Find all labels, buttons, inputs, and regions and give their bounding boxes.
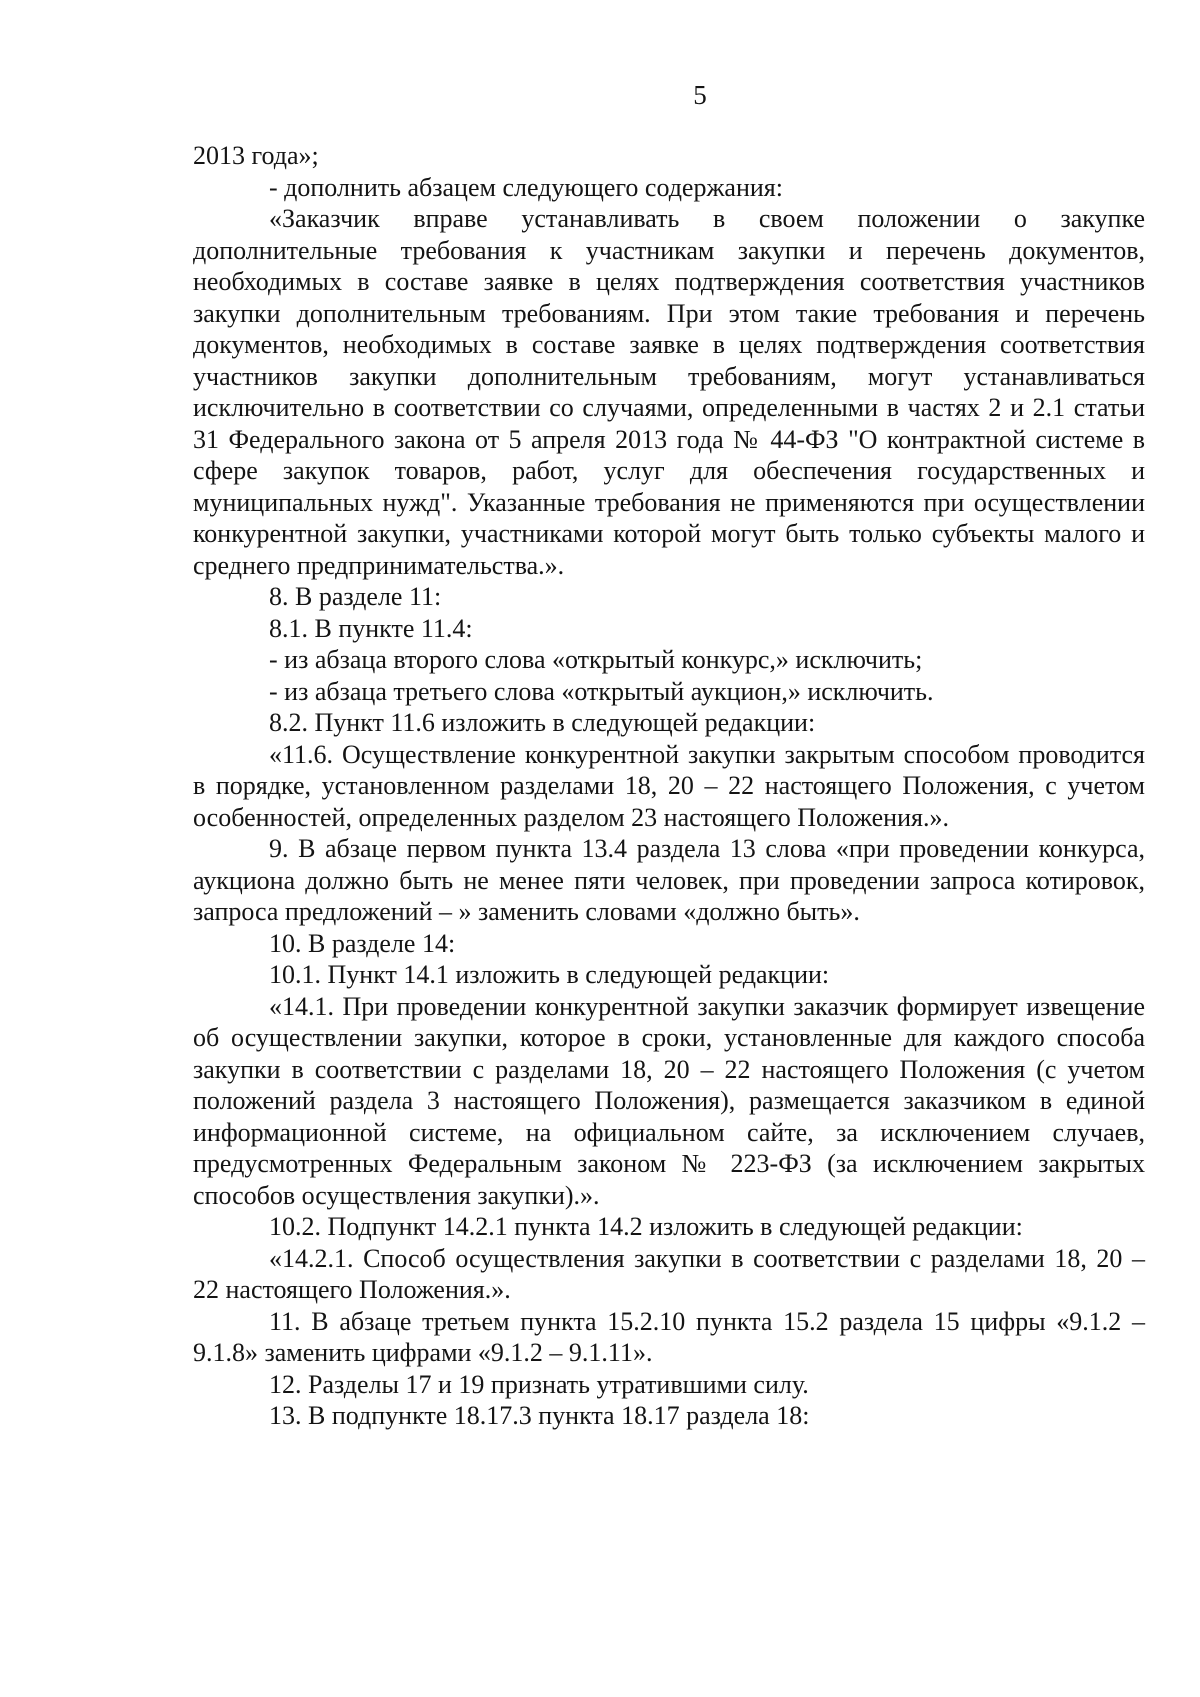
paragraph-3: «Заказчик вправе устанавливать в своем положении о закупке дополнительные требования к участникам закупки и перечень документов, необходимых в составе заявке в целях подтверждения соответствия участников закупки дополнительным требованиям. При этом такие требования и перечень документов, необходимых в составе заявке в целях подтверждения соответствия участников закупки дополнительным требованиям, могут устанавливаться исключительно в соответствии со случаями, определенными в частях 2 и 2.1 статьи 31 Федерального закона от 5 апреля 2013 года № 44-ФЗ "О контрактной системе в сфере закупок товаров, работ, услуг для обеспечения государственных и муниципальных нужд". Указанные требования не применяются при осуществлении конкурентной закупки, участниками которой могут быть только субъекты малого и среднего предпринимательства.». — [193, 204, 1145, 580]
paragraph-1: 2013 года»; — [193, 141, 319, 170]
paragraph-6: - из абзаца второго слова «открытый конкурс,» исключить; — [269, 645, 923, 674]
paragraph-8: 8.2. Пункт 11.6 изложить в следующей редакции: — [269, 708, 816, 737]
paragraph-11: 10. В разделе 14: — [269, 928, 456, 958]
paragraph-18: 13. В подпункте 18.17.3 пункта 18.17 раздела 18: — [269, 1401, 810, 1430]
paragraph-5: 8.1. В пункте 11.4: — [269, 613, 473, 643]
paragraph-17: 12. Разделы 17 и 19 признать утратившими силу. — [269, 1369, 809, 1399]
paragraph-4: 8. В разделе 11: — [269, 582, 442, 611]
paragraph-2: - дополнить абзацем следующего содержания: — [269, 172, 783, 202]
paragraph-7: - из абзаца третьего слова «открытый аукцион,» исключить. — [269, 676, 934, 706]
paragraph-15: «14.2.1. Способ осуществления закупки в соответствии с разделами 18, 20 – 22 настоящего Положения.». — [193, 1243, 1145, 1304]
paragraph-10: 9. В абзаце первом пункта 13.4 раздела 13 слова «при проведении конкурса, аукциона должно быть не менее пяти человек, при проведении запроса котировок, запроса предложений – » заменить словами «должно быть». — [193, 834, 1145, 926]
document-body — [193, 140, 1145, 1432]
paragraph-14: 10.2. Подпункт 14.2.1 пункта 14.2 изложить в следующей редакции: — [269, 1212, 1023, 1241]
paragraph-12: 10.1. Пункт 14.1 изложить в следующей редакции: — [269, 960, 830, 989]
paragraph-9: «11.6. Осуществление конкурентной закупки закрытым способом проводится в порядке, установленном разделами 18, 20 – 22 настоящего Положения, с учетом особенностей, определенных разделом 23 настоящего Положения.». — [193, 739, 1145, 832]
paragraph-13: «14.1. При проведении конкурентной закупки заказчик формирует извещение об осуществлении закупки, которое в сроки, установленные для каждого способа закупки в соответствии с разделами 18, 20 – 22 настоящего Положения (с учетом положений раздела 3 настоящего Положения), размещается заказчиком в единой информационной системе, на официальном сайте, за исключением случаев, предусмотренных Федеральным законом № 223-ФЗ (за исключением закрытых способов осуществления закупки).». — [193, 991, 1145, 1210]
page-number: 5 — [693, 80, 707, 110]
paragraph-16: 11. В абзаце третьем пункта 15.2.10 пункта 15.2 раздела 15 цифры «9.1.2 – 9.1.8» заменить цифрами «9.1.2 – 9.1.11». — [193, 1306, 1145, 1367]
